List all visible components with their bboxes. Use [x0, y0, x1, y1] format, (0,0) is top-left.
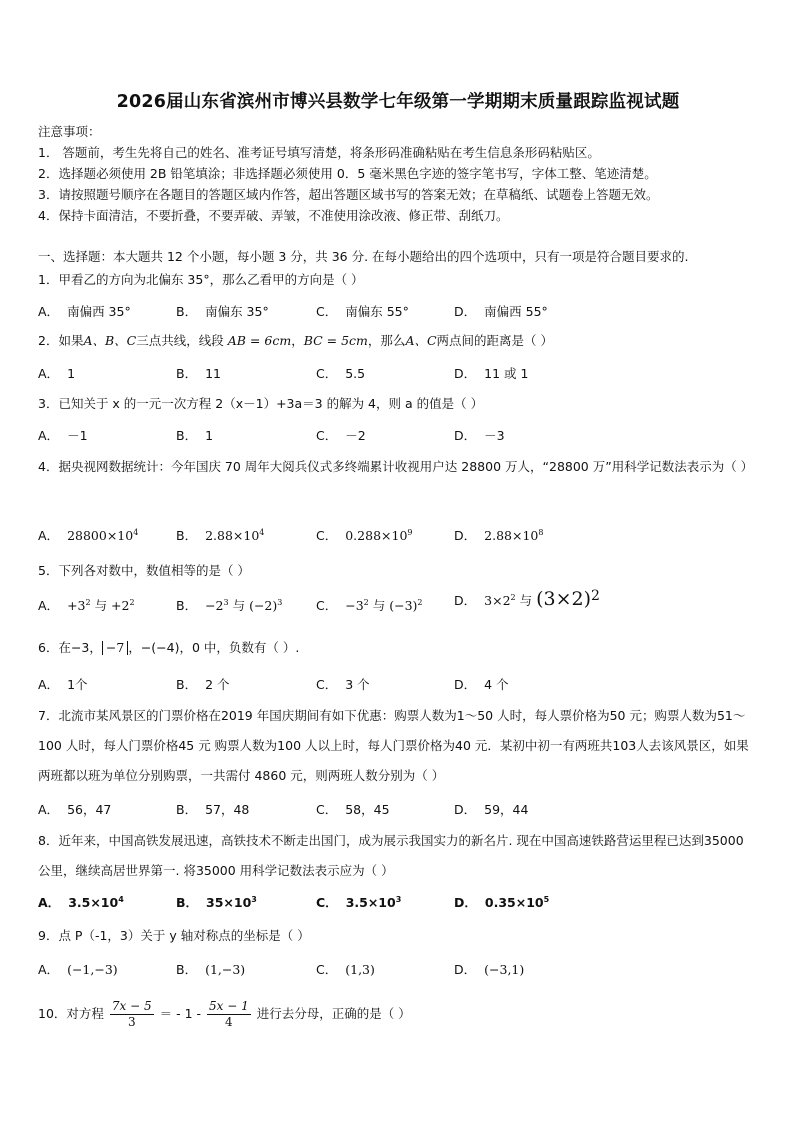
question-6-options [38, 675, 758, 697]
option-a: A． $28800\times 10^4$ [38, 527, 139, 543]
section-heading: 一、选择题：本大题共 12 个小题，每小题 3 分，共 36 分. 在每小题给出的四个选项中，只有一项是符合题目要求的. [38, 249, 689, 264]
note-item-3: 3．请按照题号顺序在各题目的答题区域内作答，超出答题区域书写的答案无效；在草稿纸、试题卷上答题无效。 [38, 187, 659, 202]
question-1: 1．甲看乙的方向为北偏东 35°，那么乙看甲的方向是（ ） [38, 272, 364, 287]
option-b: B． (1,−3) [176, 962, 246, 977]
option-c: C． 58，45 [316, 802, 390, 817]
option-d: D． 11 或 1 [454, 366, 529, 381]
option-d: D． (−3,1) [454, 962, 525, 977]
question-4-options [38, 526, 758, 548]
question-4: 4．据央视网数据统计：今年国庆 70 周年大阅兵仪式多终端累计收视用户达 28800 万人，“28800 万”用科学记数法表示为（ ） [38, 459, 754, 474]
option-a: A． 1 [38, 366, 76, 381]
option-c: C． 南偏东 55° [316, 304, 409, 319]
option-d: D． $2.88\times 10^8$ [454, 527, 544, 543]
note-item-1: 1． 答题前，考生先将自己的姓名、准考证号填写清楚，将条形码准确粘贴在考生信息条形码粘贴区。 [38, 145, 600, 160]
question-3-options [38, 426, 758, 448]
option-d: D． $3\times 2^2$ 与 $(3\times 2)^2$ [454, 588, 600, 611]
note-item-4: 4．保持卡面清洁，不要折叠，不要弄破、弄皱，不准使用涂改液、修正带、刮纸刀。 [38, 208, 509, 223]
option-d: D． $0.35\times 10^5$ [454, 894, 550, 910]
page-title: 2026届山东省滨州市博兴县数学七年级第一学期期末质量跟踪监视试题 [116, 92, 680, 112]
question-7: 7．北流市某风景区的门票价格在2019 年国庆期间有如下优惠：购票人数为1～50 人时，每人票价格为50 元；购票人数为51～100 人时，每人门票价格45 元 购票人数为100 人以上时，每人门票价格为40 元．某初中初一有两班共103人去该风景区，如果两班都以班为单位分别购票，一共需付 4860 元，则两班人数分别为（ ） [38, 708, 749, 783]
question-9-options [38, 960, 758, 982]
option-c: C． $-3^2$ 与 $(-3)^2$ [316, 597, 423, 613]
question-7-options [38, 800, 758, 822]
option-b: B． $2.88\times 10^4$ [176, 527, 265, 543]
option-b: B． 57，48 [176, 802, 250, 817]
option-c: C． $3.5\times 10^3$ [316, 894, 402, 910]
option-b: B． 南偏东 35° [176, 304, 269, 319]
option-b: B． $35\times 10^3$ [176, 894, 257, 910]
option-d: D． 59，44 [454, 802, 529, 817]
fraction-right: $\frac{5x - 1}{4}$ [209, 999, 249, 1029]
question-6: 6．在−3， −7 ，−(−4)，0 中，负数有（ ）. [38, 640, 300, 655]
option-c: C． －2 [316, 428, 366, 443]
option-d: D． 4 个 [454, 677, 509, 692]
option-d: D． －3 [454, 428, 505, 443]
question-9: 9．点 P（-1，3）关于 y 轴对称点的坐标是（ ） [38, 928, 310, 943]
question-8-options [38, 893, 758, 915]
question-10: 10．对方程 $\frac{7x - 5}{3}$ ＝ - 1 - $\frac{5x - 1}{4}$ 进行去分母，正确的是（ ） [38, 999, 411, 1029]
question-3: 3．已知关于 x 的一元一次方程 2（x－1）+3a＝3 的解为 4，则 a 的值是（ ） [38, 396, 484, 411]
option-c: C． 5.5 [316, 366, 366, 381]
option-c: C． $0.288\times 10^9$ [316, 527, 413, 543]
note-item-2: 2．选择题必须使用 2B 铅笔填涂；非选择题必须使用 0．5 毫米黑色字迹的签字笔书写，字体工整、笔迹清楚。 [38, 166, 657, 181]
question-1-options [38, 302, 758, 324]
option-c: C． 3 个 [316, 677, 370, 692]
question-2-options [38, 364, 758, 386]
question-5: 5．下列各对数中，数值相等的是（ ） [38, 563, 250, 578]
option-b: B． 2 个 [176, 677, 230, 692]
notes-heading: 注意事项： [38, 124, 101, 139]
fraction-left: $\frac{7x - 5}{3}$ [111, 999, 152, 1029]
option-a: A． 南偏西 35° [38, 304, 131, 319]
option-c: C． (1,3) [316, 962, 375, 977]
option-a: A． (−1,−3) [38, 962, 118, 977]
option-d: D． 南偏西 55° [454, 304, 548, 319]
question-5-options [38, 588, 758, 618]
option-b: B． $-2^3$ 与 $(-2)^3$ [176, 597, 283, 613]
absolute-value: −7 [102, 641, 128, 655]
option-a: A． $+3^2$ 与 $+2^2$ [38, 597, 135, 613]
option-a: A． 56，47 [38, 802, 112, 817]
option-a: A． $3.5\times 10^4$ [38, 894, 124, 910]
option-a: A． －1 [38, 428, 88, 443]
option-b: B． 11 [176, 366, 221, 381]
question-8: 8．近年来，中国高铁发展迅速，高铁技术不断走出国门，成为展示我国实力的新名片. 现在中国高速铁路营运里程已达到35000 公里，继续高居世界第一. 将35000 用科学记数法表示应为（ ） [38, 833, 744, 878]
option-a: A． 1个 [38, 677, 88, 692]
option-b: B． 1 [176, 428, 214, 443]
question-2: 2．如果A、B、C三点共线，线段 AB = 6cm，BC = 5cm，那么A、C两点间的距离是（ ） [38, 333, 554, 348]
